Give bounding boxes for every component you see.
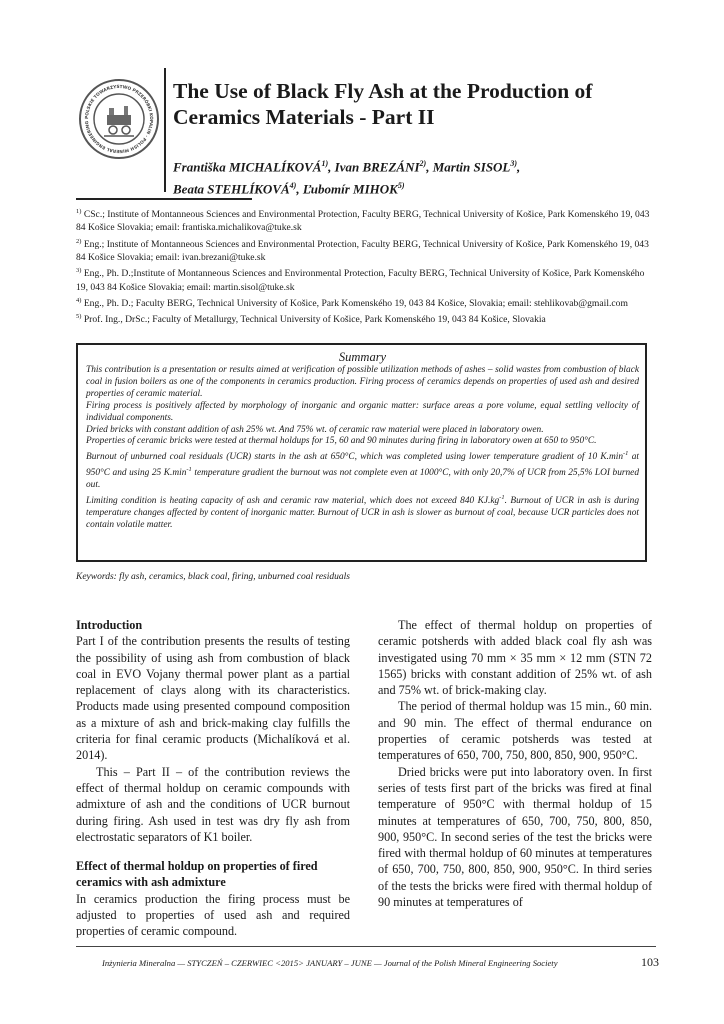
author: Martin SISOL (432, 159, 511, 175)
affiliation-text: Eng., Ph. D.;Institute of Montanneous Sciences and Environmental Protection, Faculty BERG, Technical University of Košice, Park Komenského 19, 043 84 Košice Slovakia; email: martin.sisol@tuke.sk (76, 268, 645, 293)
body-paragraph: The effect of thermal holdup on properties of ceramic potsherds with added black coal fly ash was investigated using 70 mm × 35 mm × 12 mm (STN 72 1565) bricks with constant addition of 25% wt. of ash and 75% wt. of brick-making clay. (378, 618, 652, 698)
summary-text: Burnout of unburned coal residuals (UCR) starts in the ash at 650°C, which was completed using lower temperature gradient of 10 K.min (86, 452, 623, 463)
author: Ľubomír MIHOK (302, 181, 398, 197)
affiliation-text: CSc.; Institute of Montanneous Sciences and Environmental Protection, Faculty BERG, Technical University of Košice, Park Komenského 19, 043 84 Košice Slovakia; email: frantiska.michalikova@tuke.sk (76, 209, 650, 234)
right-column (378, 617, 652, 910)
author-mark: 1) (321, 159, 329, 168)
author-mark: 3) (510, 159, 518, 168)
affiliation-mark: 5) (76, 313, 82, 321)
body-paragraph: In ceramics production the firing process must be adjusted to properties of used ash and required properties of ceramic compound. (76, 891, 350, 939)
page-number: 103 (641, 955, 659, 969)
exponent: -1 (499, 494, 505, 502)
summary-paragraph: This contribution is a presentation or results aimed at verification of possible utilization methods of ashes – solid wastes from combustion of black coal in fusion boilers as one of the components in ceramics production. Firing process of ceramics depends on properties of used ash and desired properties of ceramic material. (86, 365, 639, 399)
author-sep: , (426, 159, 433, 175)
author-list (173, 154, 673, 199)
article-title: The Use of Black Fly Ash at the Production of Ceramics Materials - Part II (173, 79, 593, 129)
summary-text: Limiting condition is heating capacity of ash and ceramic raw material, which does not exceed 840 KJ.kg (86, 496, 500, 507)
affiliation (76, 264, 656, 294)
section-heading-introduction: Introduction (76, 618, 143, 632)
summary-paragraph: Properties of ceramic bricks were tested at thermal holdups for 15, 60 and 90 minutes during firing in laboratory owen at 650 to 950°C. (86, 436, 597, 447)
affiliation-text: Eng., Ph. D.; Faculty BERG, Technical University of Košice, Park Komenského 19, 043 84 Košice, Slovakia; email: stehlikovab@gmail.com (81, 297, 628, 309)
author-mark: 2) (419, 159, 427, 168)
body-paragraph: Dried bricks were put into laboratory oven. In first series of tests first part of the bricks was fired at final temperature of 950°C with thermal holdup of 15 minutes at temperatures of 650, 700, 750, 800, 850, 900, 950°C. In second series of the test the bricks were fired with thermal holdup of 60 minutes at temperatures of 650, 700, 750, 800, 850, 900, 950°C. In third series of the tests the bricks were fired with thermal holdup of 90 minutes at temperatures of (378, 764, 652, 910)
body-paragraph: The period of thermal holdup was 15 min., 60 min. and 90 min. The effect of thermal endurance on properties of ceramic potsherds was tested at temperatures of 650, 700, 750, 800, 850, 900, 950°C. (378, 699, 652, 763)
affiliation-mark: 3) (76, 267, 82, 275)
author: Františka MICHALÍKOVÁ (173, 159, 322, 175)
summary-heading: Summary (338, 350, 387, 364)
section-heading-effect: Effect of thermal holdup on properties of fired ceramics with ash admixture (76, 859, 318, 890)
author: Ivan BREZÁNI (334, 159, 420, 175)
author-sep: , (296, 181, 303, 197)
journal-logo (78, 78, 160, 160)
author-mark: 4) (289, 181, 297, 191)
affiliation (76, 205, 656, 235)
affiliation-rule (76, 198, 252, 200)
affiliation-text: Prof. Ing., DrSc.; Faculty of Metallurgy, Technical University of Košice, Park Komenského 19, 043 84 Košice, Slovakia (81, 314, 546, 326)
summary-paragraph (86, 448, 639, 492)
keywords: Keywords: fly ash, ceramics, black coal, firing, unburned coal residuals (76, 572, 350, 582)
summary-paragraph: Firing process is positively affected by morphology of inorganic and organic matter: surface areas a pore volume, equal settling vellocity of individual components. (86, 400, 639, 423)
affiliation-mark: 4) (76, 296, 82, 304)
footer-rule (76, 946, 656, 947)
affiliation-text: Eng.; Institute of Montanneous Sciences and Environmental Protection, Faculty BERG, Technical University of Košice, Park Komenského 19, 043 84 Košice Slovakia; email: ivan.brezani@tuke.sk (76, 238, 649, 263)
summary-box (76, 343, 647, 562)
body-paragraph: This – Part II – of the contribution reviews the effect of thermal holdup on ceramic compounds with admixture of ash and the conditions of UCR burnout during firing. Ash used in test was dry fly ash from electrostatic separators of K1 boiler. (76, 764, 350, 844)
left-column (76, 617, 350, 940)
affiliation-mark: 2) (76, 237, 82, 245)
summary-text: temperature gradient the burnout was not complete even at 1000°C, with only 20,7% of UCR from 25,5% LOI burned out. (86, 468, 639, 491)
exponent: -1 (623, 450, 629, 458)
author-sep: , (517, 159, 521, 175)
seal-icon (78, 78, 160, 160)
affiliation (76, 235, 656, 265)
exponent: -1 (186, 466, 192, 474)
affiliation (76, 294, 656, 310)
body-paragraph: Part I of the contribution presents the results of testing the possibility of using ash from combustion of black coal in EVO Vojany thermal power plant as a partial replacement of clays along with its characteristics. Products made using presented compound composition as a mixture of ash and brick-making clay fulfills the criteria for final ceramic products (Michalíková et al. 2014). (76, 634, 350, 763)
affiliations (76, 205, 656, 327)
journal-footer: Inżynieria Mineralna — STYCZEŃ – CZERWIEC <2015> JANUARY – JUNE — Journal of the Polish Mineral Engineering Society (102, 958, 558, 968)
seal-ring-text: POLSKIE TOWARZYSTWO PRZERÓBKI KOPALIN · POLISH MINERAL ENGINEERING (84, 84, 154, 154)
summary-text: at 950°C and using 25 K.min (86, 452, 639, 479)
summary-text: . Burnout of UCR in ash is during temperature changes affected by content of inorganic matter. Burnout of UCR in ash is slower as burnout of coal, because UCR particles does not contain volatile matter. (86, 496, 639, 531)
affiliation (76, 310, 656, 326)
affiliation-mark: 1) (76, 208, 82, 215)
author-mark: 5) (397, 181, 405, 191)
author: Beata STEHLÍKOVÁ (173, 181, 290, 197)
title-divider (164, 68, 166, 192)
summary-paragraph: Dried bricks with constant addition of ash 25% wt. And 75% wt. of ceramic raw material were placed in laboratory owen. (86, 424, 544, 435)
summary-paragraph (86, 492, 639, 532)
author-sep: , (328, 159, 335, 175)
